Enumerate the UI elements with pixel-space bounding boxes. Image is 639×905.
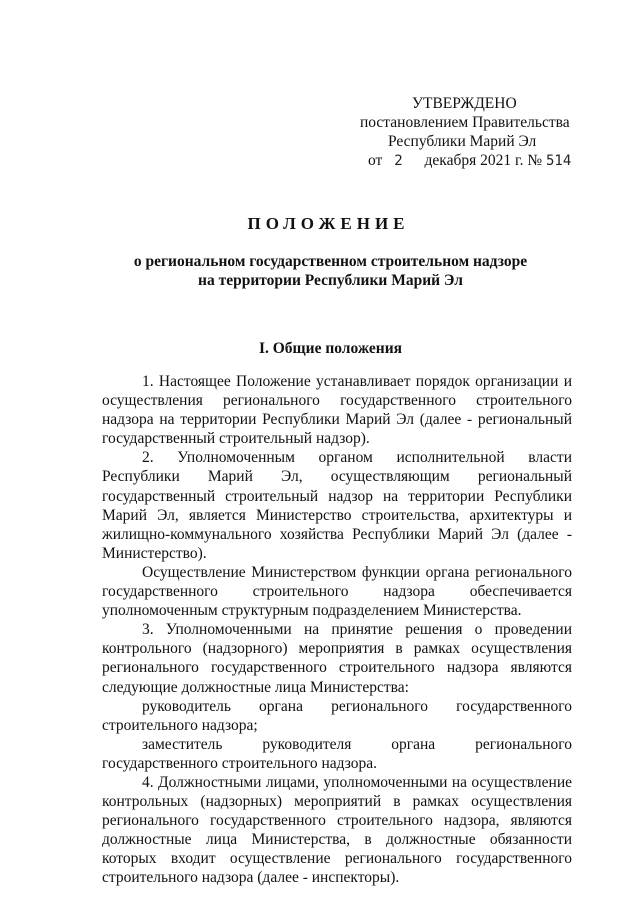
approval-title: УТВЕРЖДЕНО — [412, 95, 517, 112]
approval-date-prefix: от — [368, 152, 383, 169]
paragraph: 1. Настоящее Положение устанавливает порядок организации и осуществления регионального государственного строительного надзора на территории Республики Марий Эл (далее - региональный государственный строительный надзор). — [102, 373, 572, 448]
approval-stamp — [356, 94, 586, 171]
approval-date-line — [356, 151, 586, 171]
approval-number: 514 — [546, 153, 572, 169]
paragraph: руководитель органа регионального государственного строительного надзора; — [102, 697, 572, 734]
subtitle-line-2: на территории Республики Марий Эл — [198, 272, 463, 289]
approval-line-republic: Республики Марий Эл — [388, 133, 537, 150]
approval-date-rest: декабря 2021 г. № — [424, 152, 543, 169]
document-title: ПОЛОЖЕНИЕ — [247, 214, 410, 233]
approval-line-decree: постановлением Правительства — [360, 114, 570, 131]
paragraph: 4. Должностными лицами, уполномоченными на осуществление контрольных (надзорных) мероприятий в рамках осуществления регионального государственного строительного надзора, являются должностные лица Министерства, в должностные обязанности которых входит осуществление регионального государственного строительного надзора (далее - инспекторы). — [102, 773, 572, 887]
approval-date-day: 2 — [394, 153, 403, 169]
paragraph: Осуществление Министерством функции органа регионального государственного строительного надзора обеспечивается уполномоченным структурным подразделением Министерства. — [102, 563, 572, 620]
paragraph: 3. Уполномоченными на принятие решения о проведении контрольного (надзорного) мероприятия в рамках осуществления регионального государственного строительного надзора являются следующие должностные лица Министерства: — [102, 621, 572, 696]
document-subtitle — [0, 252, 639, 290]
subtitle-line-1: о региональном государственном строительном надзоре — [133, 253, 528, 270]
section-heading: I. Общие положения — [258, 340, 403, 357]
section-body — [102, 372, 572, 888]
paragraph: 2. Уполномоченным органом исполнительной власти Республики Марий Эл, осуществляющим региональный государственный строительный надзор на территории Республики Марий Эл, является Министерство строительства, архитектуры и жилищно-коммунального хозяйства Республики Марий Эл (далее - Министерство). — [102, 449, 572, 562]
paragraph: заместитель руководителя органа регионального государственного строительного надзора. — [102, 735, 572, 772]
